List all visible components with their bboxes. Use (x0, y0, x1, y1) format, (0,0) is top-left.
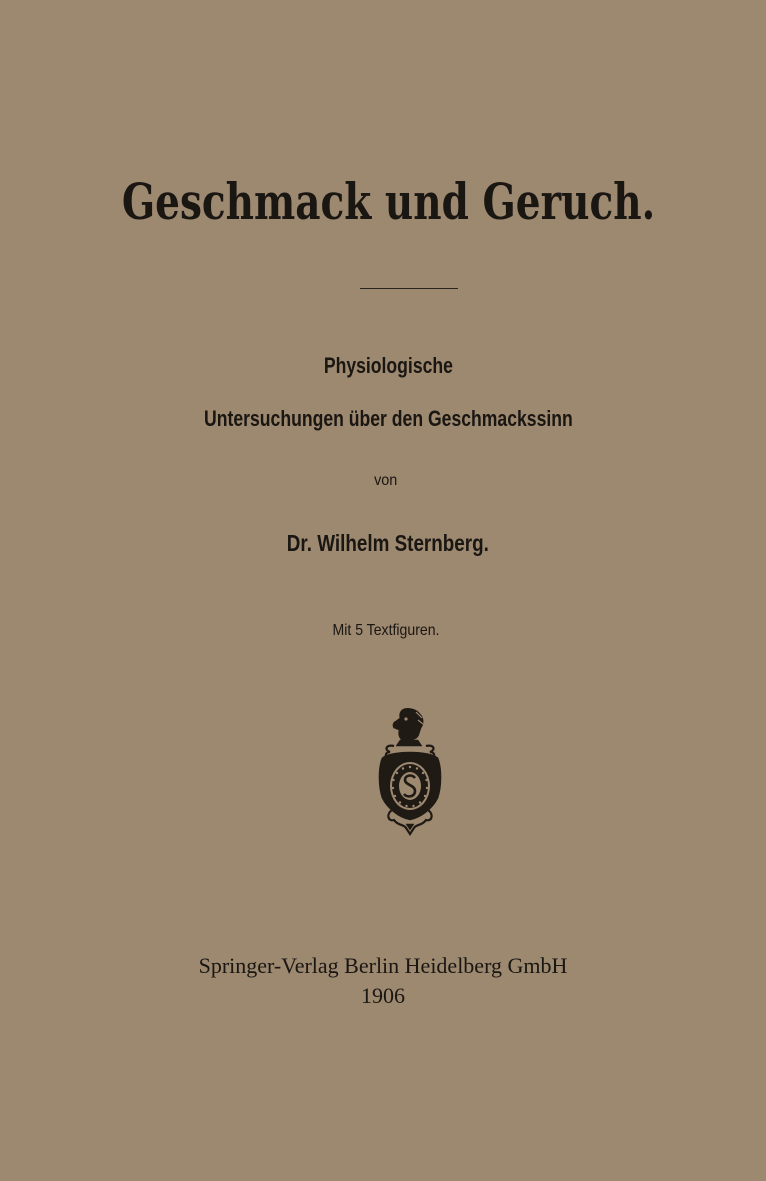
figures-note: Mit 5 Textfiguren. (332, 622, 440, 639)
subtitle-line-2: Untersuchungen über den Geschmackssinn (204, 406, 573, 431)
springer-knight-logo-icon (372, 706, 448, 838)
subtitle-line-1: Physiologische (323, 353, 453, 378)
byline: von (374, 472, 398, 489)
author-name: Dr. Wilhelm Sternberg. (286, 530, 489, 556)
title-divider (360, 288, 458, 289)
book-title: Geschmack und Geruch. (121, 172, 656, 231)
publisher-name: Springer-Verlag Berlin Heidelberg GmbH (198, 953, 568, 978)
publication-year: 1906 (361, 983, 405, 1008)
